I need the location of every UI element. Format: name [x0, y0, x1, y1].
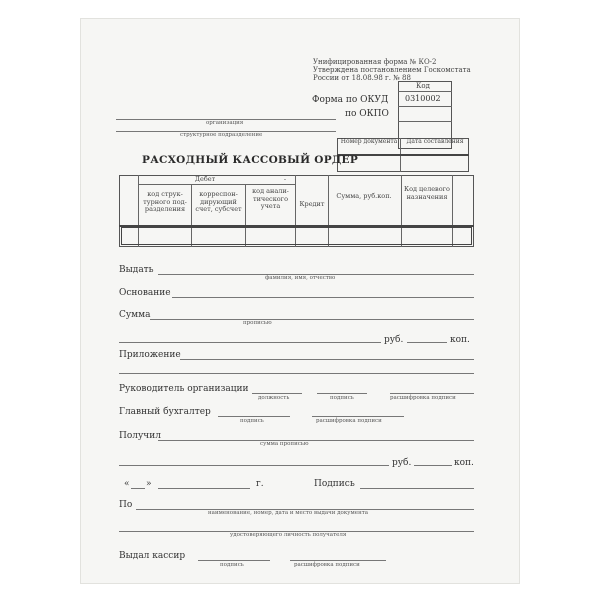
kop-label: коп. [450, 335, 470, 345]
doc-number-header: Номер документа [340, 138, 398, 145]
okud-code: 0310002 [405, 94, 441, 103]
podpis-label: Подпись [314, 479, 355, 489]
year-label: г. [256, 479, 264, 489]
kop-field-2[interactable] [414, 465, 452, 466]
debet-header: Дебет [194, 175, 216, 183]
summa-field[interactable] [150, 319, 474, 320]
podpis-caption-3: подпись [220, 562, 244, 568]
col-credit: Кредит [299, 200, 325, 208]
glavbuh-label: Главный бухгалтер [119, 407, 211, 417]
doc-details-caption: наименование, номер, дата и место выдачи документа [208, 510, 369, 516]
quote-close: » [146, 479, 152, 489]
propisyu-caption: прописью [243, 320, 272, 326]
vydat-label: Выдать [119, 265, 154, 275]
col-sum: Сумма, руб.коп. [336, 192, 392, 200]
code-header: Код [416, 82, 430, 90]
rasshifrovka-caption-3: расшифровка подписи [294, 562, 360, 568]
rasshifrovka-caption-1: расшифровка подписи [390, 395, 456, 401]
rasshifrovka-caption-2: расшифровка подписи [316, 418, 382, 424]
rub-label: руб. [384, 335, 404, 345]
summa-label: Сумма [119, 310, 151, 320]
glavbuh-decoding-field[interactable] [312, 416, 404, 417]
prilozhenie-field[interactable] [180, 359, 474, 360]
fio-caption: фамилия, имя, отчество [265, 275, 336, 281]
day-field[interactable] [131, 488, 145, 489]
rukovoditel-decoding-field[interactable] [390, 393, 474, 394]
subdivision-caption: структурное подразделение [180, 132, 263, 138]
accounting-entry-row[interactable] [121, 227, 472, 245]
poluchil-field[interactable] [158, 440, 474, 441]
summa-propisyu-caption: сумма прописью [260, 441, 309, 447]
month-field[interactable] [158, 488, 250, 489]
col-purpose-code: Код целевого назначения [404, 185, 450, 201]
recipient-signature-field[interactable] [360, 488, 474, 489]
doc-date-header: Дата составления [406, 138, 464, 145]
form-header-line3: России от 18.08.98 г. № 88 [313, 74, 411, 82]
prilozhenie-field-2[interactable] [119, 373, 474, 374]
osnovanie-label: Основание [119, 288, 171, 298]
osnovanie-field[interactable] [172, 297, 474, 298]
podpis-caption-2: подпись [240, 418, 264, 424]
col-analytic-code: код анали-тического учета [252, 187, 289, 210]
summa-field-2[interactable] [119, 342, 381, 343]
rub-label-2: руб. [392, 458, 412, 468]
cashier-decoding-field[interactable] [290, 560, 386, 561]
col-corresponding-account: корреспон-дирующий счет, субсчет [195, 190, 242, 213]
glavbuh-signature-field[interactable] [218, 416, 290, 417]
vydal-kassir-label: Выдал кассир [119, 551, 186, 561]
podpis-caption-1: подпись [330, 395, 354, 401]
doc-identity-caption: удостоверяющего личность получателя [230, 532, 347, 538]
debet-dash: - [283, 175, 287, 183]
cashier-signature-field[interactable] [198, 560, 270, 561]
rukovoditel-label: Руководитель организации [119, 384, 249, 394]
po-label: По [119, 500, 133, 510]
rukovoditel-signature-field[interactable] [317, 393, 367, 394]
col-subdivision-code: код струк-турного под-разделения [143, 190, 187, 213]
kop-label-2: коп. [454, 458, 474, 468]
poluchil-field-2[interactable] [119, 465, 389, 466]
dolzhnost-caption: должность [258, 395, 290, 401]
okpo-label: по ОКПО [345, 109, 389, 119]
rukovoditel-position-field[interactable] [252, 393, 302, 394]
okud-label: Форма по ОКУД [312, 95, 389, 105]
form-header-line1: Унифицированная форма № КО-2 [313, 58, 437, 66]
organization-caption: организация [206, 120, 244, 126]
document-title: РАСХОДНЫЙ КАССОВЫЙ ОРДЕР [142, 154, 359, 166]
form-page [80, 18, 520, 584]
prilozhenie-label: Приложение [119, 350, 181, 360]
kop-field[interactable] [407, 342, 447, 343]
quote-open: « [124, 479, 130, 489]
form-header-line2: Утверждена постановлением Госкомстата [313, 66, 471, 74]
poluchil-label: Получил [119, 431, 161, 441]
